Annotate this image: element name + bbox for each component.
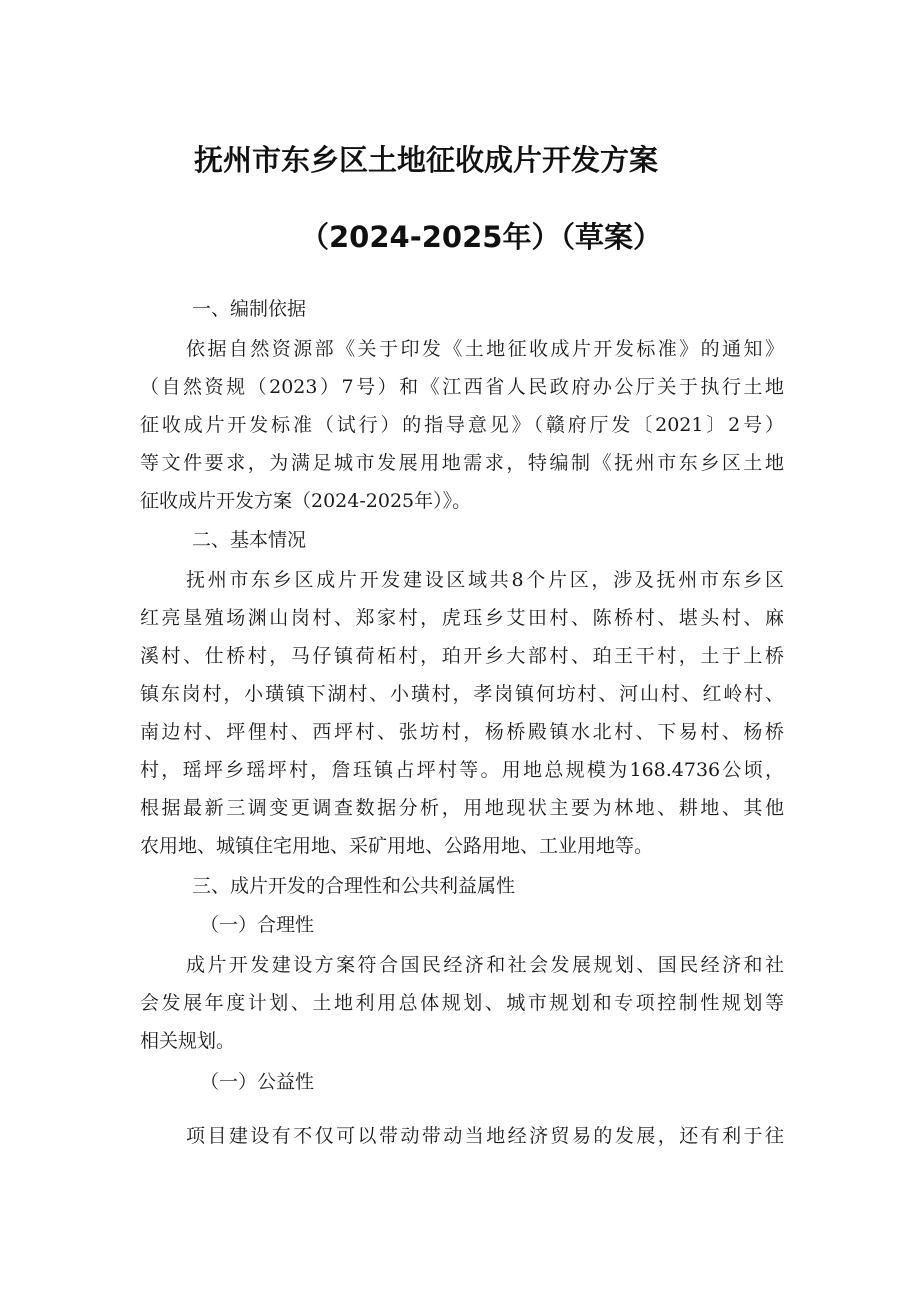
paragraph-line: 征收成片开发标准（试行）的指导意见》（赣府厅发〔2021〕2号） — [140, 414, 784, 436]
paragraph-line: 溪村、仕桥村，马仔镇荷柘村，珀开乡大部村、珀王干村，土于上桥 — [140, 645, 784, 667]
paragraph-line: 镇东岗村，小璜镇下湖村、小璜村，孝岗镇何坊村、河山村、红岭村、 — [140, 683, 784, 705]
paragraph-line: 红亮垦殖场渊山岗村、郑家村，虎珏乡艾田村、陈桥村、堪头村、麻 — [140, 607, 784, 629]
paragraph-line: 农用地、城镇住宅用地、采矿用地、公路用地、工业用地等。 — [140, 835, 654, 857]
paragraph-line: 项目建设有不仅可以带动带动当地经济贸易的发展，还有利于往 — [186, 1125, 784, 1147]
paragraph-line: 根据最新三调变更调查数据分析，用地现状主要为林地、耕地、其他 — [140, 797, 784, 819]
paragraph-line: 相关规划。 — [140, 1030, 236, 1052]
paragraph-line: 抚州市东乡区成片开发建设区域共8个片区，涉及抚州市东乡区 — [186, 569, 784, 591]
paragraph-line: 征收成片开发方案（2024-2025年）》。 — [140, 490, 472, 512]
subsection-heading-rationality: （一）合理性 — [200, 914, 315, 936]
paragraph-line: 成片开发建设方案符合国民经济和社会发展规划、国民经济和社 — [186, 954, 784, 976]
paragraph-line: 依据自然资源部《关于印发《土地征收成片开发标准》的通知》 — [186, 338, 784, 360]
paragraph-line: （自然资规（2023）7号）和《江西省人民政府办公厅关于执行土地 — [140, 376, 784, 398]
document-title: 抚州市东乡区土地征收成片开发方案 — [194, 143, 659, 177]
subsection-heading-public-interest: （一）公益性 — [200, 1071, 315, 1093]
section-heading-basis: 一、编制依据 — [192, 298, 307, 320]
paragraph-line: 村，瑶坪乡瑶坪村，詹珏镇占坪村等。用地总规模为168.4736公顷， — [140, 759, 784, 781]
paragraph-line: 等文件要求，为满足城市发展用地需求，特编制《抚州市东乡区土地 — [140, 452, 784, 474]
document-subtitle: （2024-2025年）（草案） — [300, 220, 662, 254]
paragraph-line: 会发展年度计划、土地利用总体规划、城市规划和专项控制性规划等 — [140, 992, 784, 1014]
section-heading-rationality: 三、成片开发的合理性和公共利益属性 — [192, 875, 516, 897]
paragraph-line: 南边村、坪俚村、西坪村、张坊村，杨桥殿镇水北村、下易村、杨桥 — [140, 721, 784, 743]
section-heading-overview: 二、基本情况 — [192, 529, 307, 551]
